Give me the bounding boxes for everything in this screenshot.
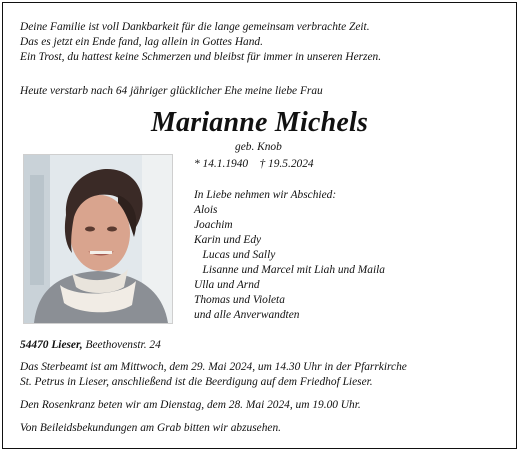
mourner-entry: Lisanne und Marcel mit Liah und Maila [194,264,385,276]
mourner-entry: Alois [194,204,218,216]
mourners-block [194,188,385,323]
announcement: Heute verstarb nach 64 jähriger glücklicher Ehe meine liebe Frau [20,85,323,97]
mourner-entry: Ulla und Arnd [194,279,260,291]
family-address [20,338,161,353]
maiden-name: geb. Knob [235,141,282,153]
address-town: 54470 Lieser, [20,339,83,351]
mourner-entry: Thomas und Violeta [194,294,285,306]
intro-verse [20,20,381,65]
mourner-entry: Karin und Edy [194,234,262,246]
intro-line: Ein Trost, du hattest keine Schmerzen und bleibst für immer in unseren Herzen. [20,51,382,63]
mourner-entry: Lucas und Sally [194,249,276,261]
life-dates: * 14.1.1940 † 19.5.2024 [194,158,314,170]
intro-line: Das es jetzt ein Ende fand, lag allein in Gottes Hand. [20,36,263,48]
condolence-notice: Von Beileidsbekundungen am Grab bitten wir abzusehen. [20,422,281,434]
address-street: Beethovenstr. 24 [85,339,161,351]
rosary-notice: Den Rosenkranz beten wir am Dienstag, dem 28. Mai 2024, um 19.00 Uhr. [20,399,361,411]
notice-line: Das Sterbeamt ist am Mittwoch, dem 29. Mai 2024, um 14.30 Uhr in der Pfarrkirche [20,361,407,373]
notice-line: St. Petrus in Lieser, anschließend ist die Beerdigung auf dem Friedhof Lieser. [20,376,373,388]
intro-line: Deine Familie ist voll Dankbarkeit für die lange gemeinsam verbrachte Zeit. [20,21,370,33]
farewell-heading: In Liebe nehmen wir Abschied: [194,189,337,201]
portrait-photo [23,154,173,324]
obituary-notice [2,2,517,449]
deceased-name: Marianne Michels [150,107,369,138]
mourner-entry: und alle Anverwandten [194,309,300,321]
service-notice [20,360,407,390]
mourner-entry: Joachim [194,219,233,231]
